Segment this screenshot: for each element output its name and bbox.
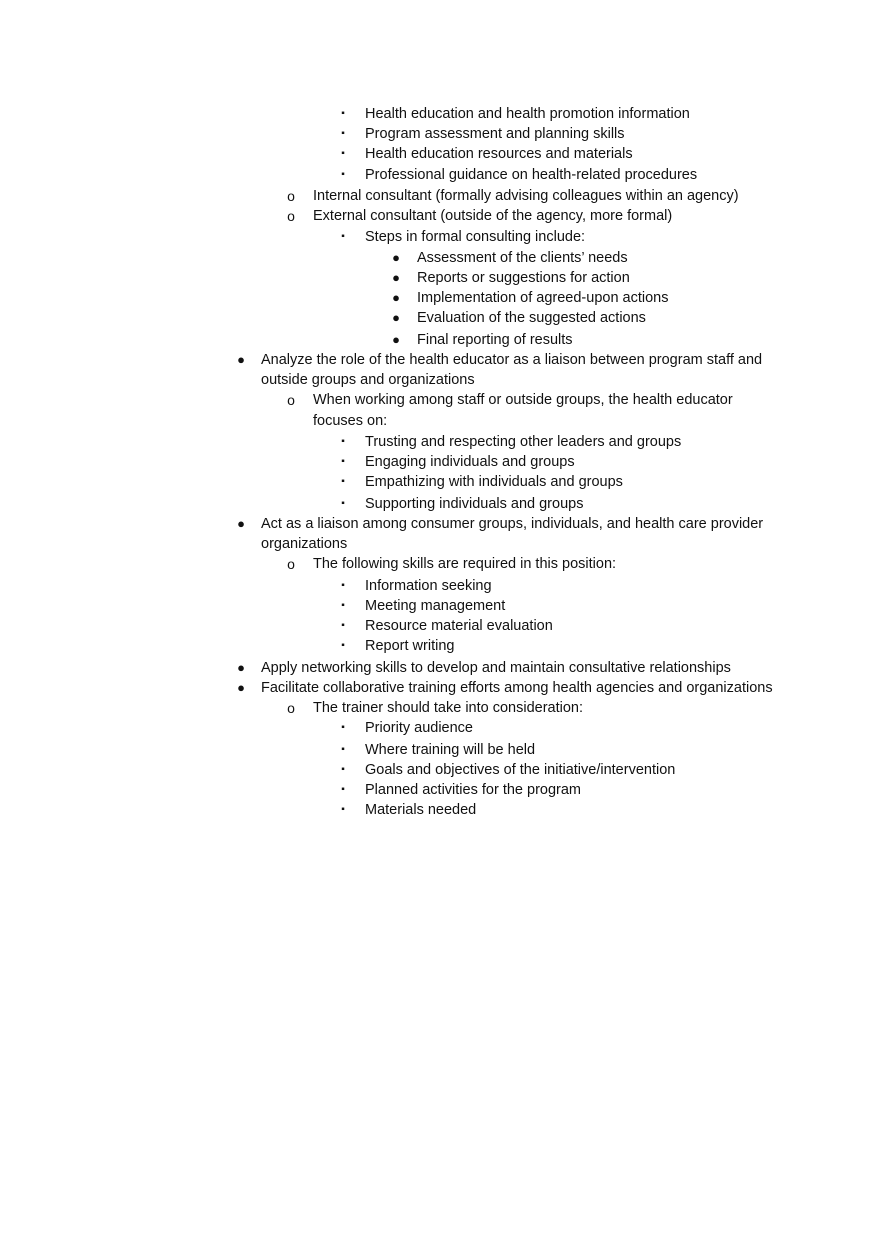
list-item-text: Planned activities for the program [365, 782, 581, 798]
square-bullet-icon: ▪ [341, 744, 345, 755]
square-bullet-icon: ▪ [341, 600, 345, 611]
square-bullet-icon: ▪ [341, 804, 345, 815]
square-bullet-icon: ▪ [341, 498, 345, 509]
list-item-text: Act as a liaison among consumer groups, individuals, and health care provider [261, 516, 764, 532]
list-item-text: Steps in formal consulting include: [365, 229, 586, 245]
square-bullet-icon: ▪ [341, 640, 345, 651]
list-item-text: Assessment of the clients’ needs [417, 250, 628, 266]
list-item-text: Resource material evaluation [365, 618, 553, 634]
round-bullet-icon: ● [237, 352, 245, 367]
circle-bullet-icon: o [287, 556, 295, 572]
list-item-text: Implementation of agreed-upon actions [417, 290, 669, 306]
list-item-text: Information seeking [365, 578, 492, 594]
list-item-text: When working among staff or outside groups, the health educator [313, 392, 733, 408]
list-item-text: Evaluation of the suggested actions [417, 310, 646, 326]
square-bullet-icon: ▪ [341, 456, 345, 467]
square-bullet-icon: ▪ [341, 436, 345, 447]
square-bullet-icon: ▪ [341, 580, 345, 591]
list-item-text: Engaging individuals and groups [365, 454, 575, 470]
list-item-text: Goals and objectives of the initiative/intervention [365, 762, 676, 778]
square-bullet-icon: ▪ [341, 764, 345, 775]
square-bullet-icon: ▪ [341, 231, 345, 242]
round-bullet-icon: ● [392, 332, 400, 347]
list-item-text: Analyze the role of the health educator as a liaison between program staff and [261, 352, 763, 368]
list-item-text: focuses on: [313, 413, 388, 429]
list-item-text: Meeting management [365, 598, 506, 614]
list-item-text: Facilitate collaborative training efforts among health agencies and organizations [261, 680, 773, 696]
list-item-text: Priority audience [365, 720, 473, 736]
circle-bullet-icon: o [287, 188, 295, 204]
circle-bullet-icon: o [287, 700, 295, 716]
list-item-text: Health education and health promotion information [365, 106, 690, 122]
list-item-text: Program assessment and planning skills [365, 126, 625, 142]
round-bullet-icon: ● [237, 680, 245, 695]
round-bullet-icon: ● [237, 660, 245, 675]
square-bullet-icon: ▪ [341, 620, 345, 631]
square-bullet-icon: ▪ [341, 722, 345, 733]
list-item-text: Internal consultant (formally advising colleagues within an agency) [313, 188, 739, 204]
square-bullet-icon: ▪ [341, 784, 345, 795]
round-bullet-icon: ● [237, 516, 245, 531]
square-bullet-icon: ▪ [341, 476, 345, 487]
square-bullet-icon: ▪ [341, 148, 345, 159]
list-item-text: organizations [261, 536, 348, 552]
list-item-text: The trainer should take into consideration: [313, 700, 584, 716]
round-bullet-icon: ● [392, 310, 400, 325]
list-item-text: External consultant (outside of the agency, more formal) [313, 208, 673, 224]
list-item-text: Supporting individuals and groups [365, 496, 584, 512]
list-item-text: Health education resources and materials [365, 146, 633, 162]
round-bullet-icon: ● [392, 270, 400, 285]
square-bullet-icon: ▪ [341, 169, 345, 180]
list-item-text: Apply networking skills to develop and maintain consultative relationships [261, 660, 731, 676]
square-bullet-icon: ▪ [341, 128, 345, 139]
round-bullet-icon: ● [392, 250, 400, 265]
list-item-text: Report writing [365, 638, 455, 654]
list-item-text: Trusting and respecting other leaders and groups [365, 434, 682, 450]
list-item-text: Reports or suggestions for action [417, 270, 630, 286]
list-item-text: Final reporting of results [417, 332, 573, 348]
list-item-text: outside groups and organizations [261, 372, 475, 388]
square-bullet-icon: ▪ [341, 108, 345, 119]
list-item-text: Where training will be held [365, 742, 536, 758]
round-bullet-icon: ● [392, 290, 400, 305]
list-item-text: Empathizing with individuals and groups [365, 474, 623, 490]
circle-bullet-icon: o [287, 392, 295, 408]
list-item-text: Materials needed [365, 802, 477, 818]
list-item-text: Professional guidance on health-related procedures [365, 167, 698, 183]
circle-bullet-icon: o [287, 208, 295, 224]
list-item-text: The following skills are required in this position: [313, 556, 617, 572]
